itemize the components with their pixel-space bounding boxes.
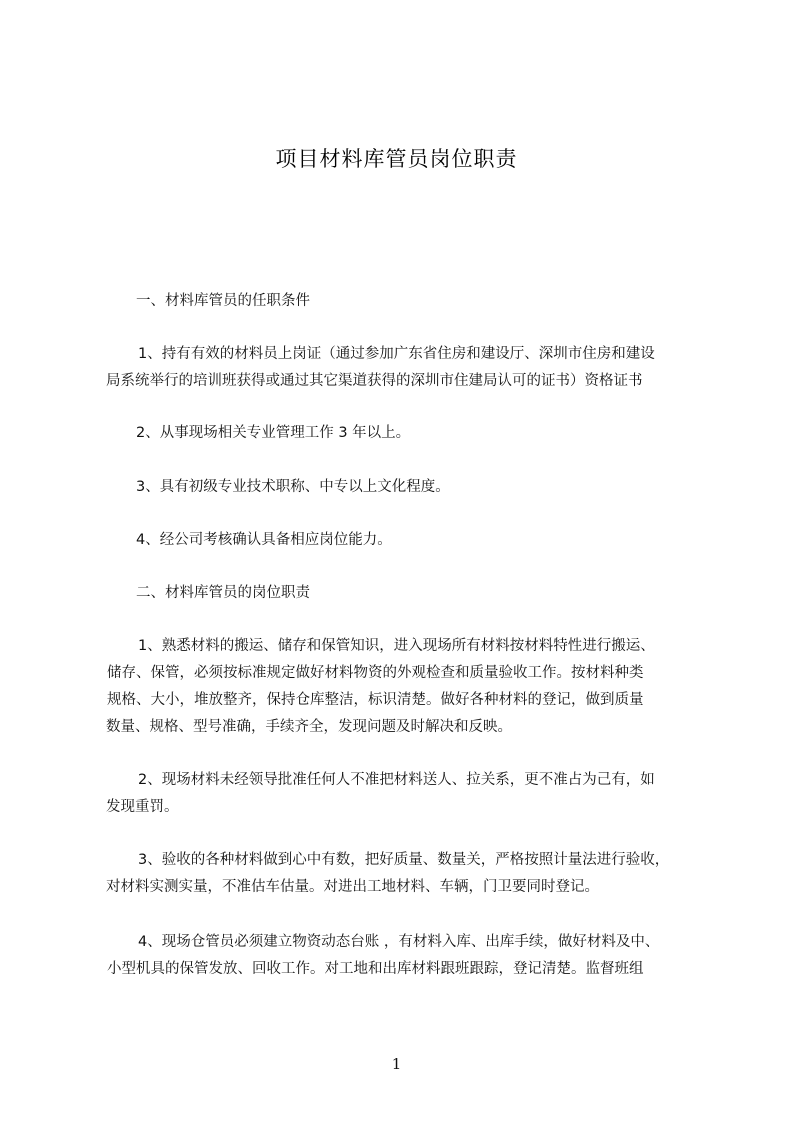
- paragraph-line: 发现重罚。: [106, 799, 179, 815]
- duty-item-1: [106, 633, 726, 741]
- qualification-item-3: [106, 474, 726, 501]
- paragraph-line: 局系统举行的培训班获得或通过其它渠道获得的深圳市住建局认可的证书）资格证书: [106, 373, 643, 389]
- duty-item-4: [106, 929, 726, 983]
- qualification-item-1: [106, 341, 726, 395]
- paragraph-line: 对材料实测实量，不准估车估量。对进出工地材料、车辆，门卫要同时登记。: [106, 879, 599, 895]
- qualification-item-2: [106, 420, 726, 447]
- paragraph-line: 2、从事现场相关专业管理工作 3 年以上。: [136, 425, 411, 441]
- duty-item-2: [106, 767, 726, 821]
- paragraph-line: 储存、保管，必须按标准规定做好材料物资的外观检查和质量验收工作。按材料种类: [107, 665, 644, 681]
- paragraph-line: 2、现场材料未经领导批准任何人不准把材料送人、拉关系，更不准占为己有，如: [138, 772, 655, 788]
- qualification-item-4: [106, 527, 726, 554]
- paragraph-line: 数量、规格、型号准确，手续齐全，发现问题及时解决和反映。: [106, 719, 512, 735]
- paragraph-line: 规格、大小，堆放整齐，保持仓库整洁，标识清楚。做好各种材料的登记，做到质量: [107, 692, 644, 708]
- paragraph-line: 3、验收的各种材料做到心中有数，把好质量、数量关，严格按照计量法进行验收，: [138, 852, 670, 868]
- section-heading-qualifications: 一、材料库管员的任职条件: [136, 293, 310, 309]
- document-title: 项目材料库管员岗位职责: [275, 147, 518, 171]
- page-number: 1: [391, 1055, 402, 1073]
- paragraph-line: 4、经公司考核确认具备相应岗位能力。: [136, 532, 392, 548]
- duty-item-3: [106, 847, 726, 901]
- paragraph-line: 小型机具的保管发放、回收工作。对工地和出库材料跟班跟踪，登记清楚。监督班组: [107, 961, 644, 977]
- paragraph-line: 1、持有有效的材料员上岗证（通过参加广东省住房和建设厅、深圳市住房和建设: [138, 346, 655, 362]
- section-heading-duties: 二、材料库管员的岗位职责: [136, 585, 310, 601]
- paragraph-line: 4、现场仓管员必须建立物资动态台账 ，有材料入库、出库手续，做好材料及中、: [138, 934, 660, 950]
- paragraph-line: 1、熟悉材料的搬运、储存和保管知识，进入现场所有材料按材料特性进行搬运、: [138, 638, 655, 654]
- paragraph-line: 3、具有初级专业技术职称、中专以上文化程度。: [136, 479, 450, 495]
